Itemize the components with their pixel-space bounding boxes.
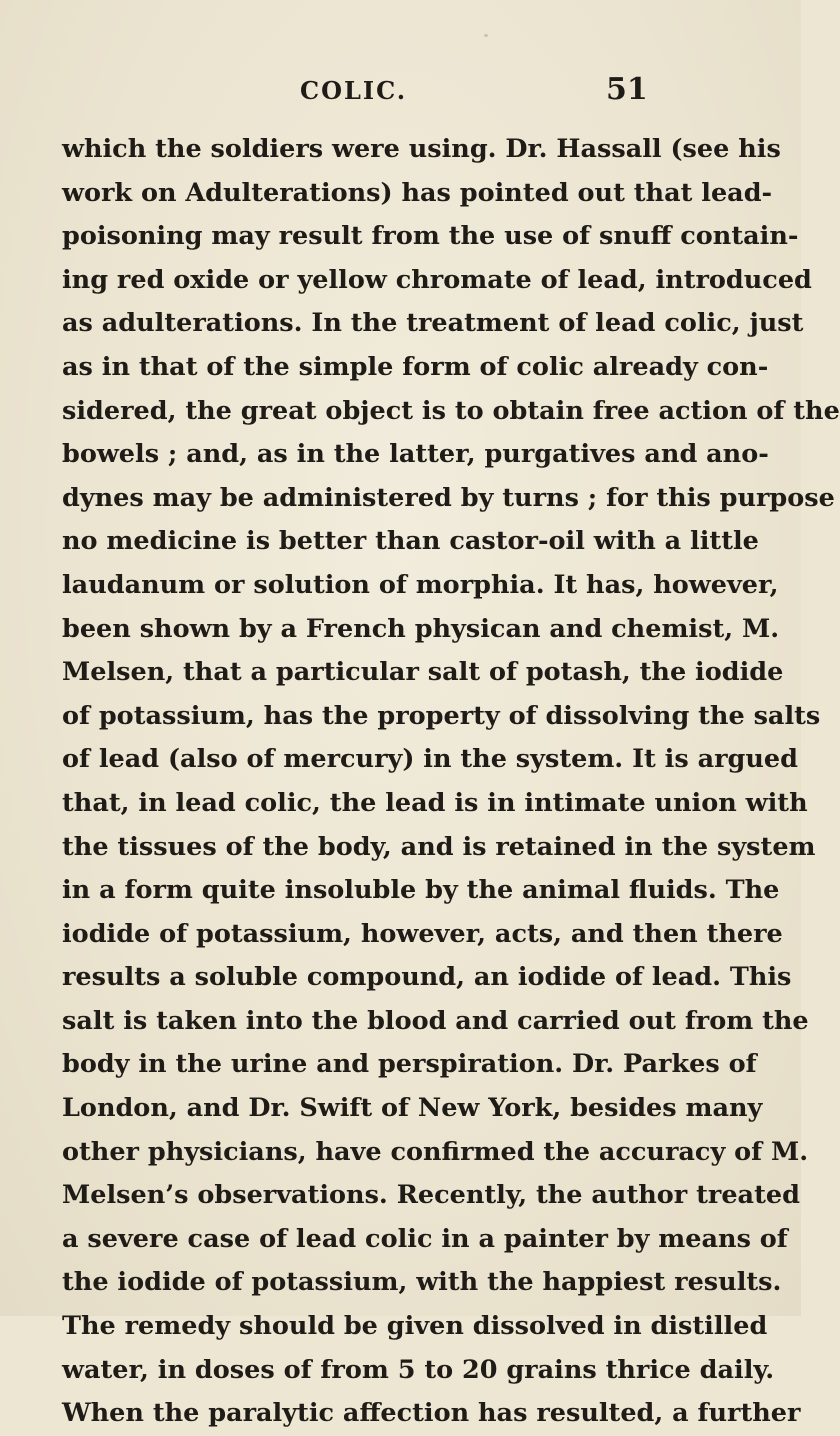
text-line: the tissues of the body, and is retained in the system: [62, 831, 816, 862]
text-line: laudanum or solution of morphia. It has, however,: [62, 569, 779, 600]
text-line: ing red oxide or yellow chromate of lead, introduced: [62, 264, 812, 295]
running-head: [0, 70, 801, 110]
text-line: Melsen’s observations. Recently, the author treated: [62, 1180, 800, 1211]
paper-speck: [484, 34, 488, 37]
text-line: sidered, the great object is to obtain free action of the: [62, 395, 840, 426]
text-line: iodide of potassium, however, acts, and then there: [62, 918, 783, 949]
page-number: 51: [606, 72, 648, 107]
text-line: as adulterations. In the treatment of lead colic, just: [62, 308, 804, 339]
text-line: no medicine is better than castor-oil with a little: [62, 526, 759, 557]
text-line: been shown by a French physican and chemist, M.: [62, 613, 780, 644]
text-line: London, and Dr. Swift of New York, besides many: [62, 1093, 763, 1124]
text-line: the iodide of potassium, with the happiest results.: [62, 1267, 782, 1298]
text-line: of potassium, has the property of dissolving the salts: [62, 700, 821, 731]
text-line: water, in doses of from 5 to 20 grains thrice daily.: [62, 1354, 775, 1385]
text-line: as in that of the simple form of colic already con-: [62, 351, 769, 382]
text-line: poisoning may result from the use of snuff contain-: [62, 221, 799, 252]
text-line: which the soldiers were using. Dr. Hassall (see his: [62, 134, 781, 164]
text-line: work on Adulterations) has pointed out that lead-: [62, 177, 773, 208]
body-text: [62, 128, 840, 1436]
running-head-title: COLIC.: [300, 76, 408, 105]
text-line: results a soluble compound, an iodide of lead. This: [62, 962, 792, 993]
text-line: The remedy should be given dissolved in distilled: [62, 1311, 768, 1342]
text-line: in a form quite insoluble by the animal fluids. The: [62, 875, 780, 906]
text-line: dynes may be administered by turns ; for this purpose: [62, 482, 835, 513]
text-line: a severe case of lead colic in a painter by means of: [62, 1223, 788, 1254]
text-line: body in the urine and perspiration. Dr. Parkes of: [62, 1049, 757, 1080]
text-line: salt is taken into the blood and carried out from the: [62, 1005, 809, 1036]
text-line: Melsen, that a particular salt of potash, the iodide: [62, 657, 784, 688]
text-line: other physicians, have confirmed the accuracy of M.: [62, 1136, 809, 1167]
text-line: bowels ; and, as in the latter, purgatives and ano-: [62, 439, 769, 470]
text-line: of lead (also of mercury) in the system. It is argued: [62, 744, 798, 775]
text-line: When the paralytic affection has resulted, a further: [62, 1398, 801, 1429]
text-line: that, in lead colic, the lead is in intimate union with: [62, 787, 808, 818]
